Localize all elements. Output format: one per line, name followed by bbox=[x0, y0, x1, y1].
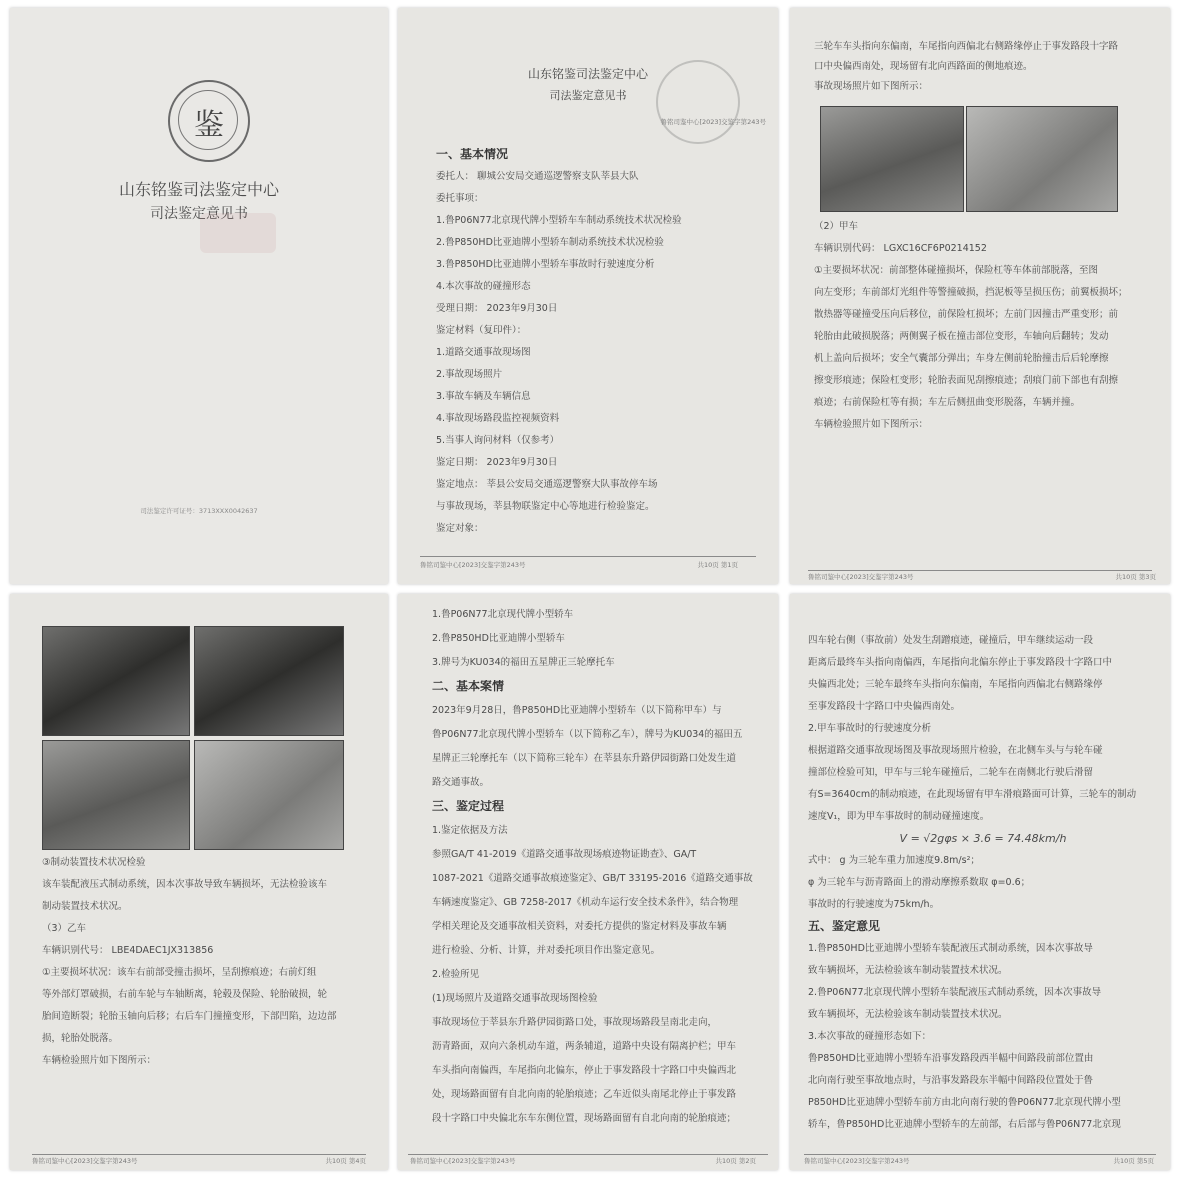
text-line: 轮胎由此破损脱落；两侧翼子板在撞击部位变形，车轴向后翻转；发动 bbox=[814, 331, 1109, 342]
document-page-cover bbox=[10, 8, 388, 584]
text-line: 车头指向南偏西，车尾指向北偏东，停止于事发路段十字路口中央偏西北 bbox=[432, 1065, 737, 1076]
vehicle-photo-4 bbox=[194, 740, 344, 850]
text-line: 擦变形痕迹；保险杠变形；轮胎表面见刮擦痕迹；刮痕门前下部也有刮擦 bbox=[814, 375, 1119, 386]
text-line: 鉴定地点： 莘县公安局交通巡逻警察大队事故停车场 bbox=[436, 479, 658, 490]
text-line: 2.事故现场照片 bbox=[436, 369, 503, 380]
text-line: 鲁P850HD比亚迪牌小型轿车沿事发路段西半幅中间路段前部位置由 bbox=[808, 1053, 1094, 1064]
text-line: 2.鲁P850HD比亚迪牌小型轿车 bbox=[432, 633, 565, 644]
text-line: 星牌正三轮摩托车（以下简称三轮车）在莘县东升路伊园街路口处发生道 bbox=[432, 753, 737, 764]
text-line: 车辆识别代码： LGXC16CF6P0214152 bbox=[814, 243, 987, 254]
footer-page-number: 共10页 第3页 bbox=[1115, 573, 1156, 581]
footer-page-number: 共10页 第2页 bbox=[715, 1157, 756, 1165]
text-line: 口中央偏西南处，现场留有北向西路面的侧地痕迹。 bbox=[814, 61, 1033, 72]
text-line: 鉴定对象： bbox=[436, 523, 484, 534]
text-line: 至事发路段十字路口中央偏西南处。 bbox=[808, 701, 961, 712]
text-line: 1.鲁P06N77北京现代牌小型轿车车制动系统技术状况检验 bbox=[436, 215, 682, 226]
text-line: 北向南行驶至事故地点时，与沿事发路段东半幅中间路段位置处于鲁 bbox=[808, 1075, 1094, 1086]
text-line: 车辆检验照片如下图所示： bbox=[42, 1055, 157, 1066]
footer-doc-number: 鲁铭司鉴中心[2023]交鉴字第243号 bbox=[804, 1157, 910, 1165]
text-line: 式中： g 为三轮车重力加速度9.8m/s²； bbox=[808, 855, 980, 866]
text-line: 距离后最终车头指向南偏西，车尾指向北偏东停止于事发路段十字路口中 bbox=[808, 657, 1113, 668]
text-line: 散热器等碰撞受压向后移位，前保险杠损坏；左前门因撞击严重变形；前 bbox=[814, 309, 1119, 320]
text-line: 学相关理论及交通事故相关资料，对委托方提供的鉴定材料及事故车辆 bbox=[432, 921, 727, 932]
text-line: 事故现场照片如下图所示： bbox=[814, 81, 929, 92]
text-line: ③制动装置技术状况检验 bbox=[42, 857, 146, 868]
section-heading: 二、基本案情 bbox=[432, 680, 505, 693]
text-line: 鉴定材料（复印件）： bbox=[436, 325, 527, 336]
text-line: 向左变形；车前部灯光组件等警撞破损，挡泥板等呈损压伤；前翼板损坏； bbox=[814, 287, 1128, 298]
accident-scene-photo-left bbox=[820, 106, 964, 212]
text-line: 速度V₁，即为甲车事故时的制动碰撞速度。 bbox=[808, 811, 990, 822]
footer-doc-number: 鲁铭司鉴中心[2023]交鉴字第243号 bbox=[808, 573, 914, 581]
document-page-3 bbox=[790, 8, 1170, 584]
section-heading: 一、基本情况 bbox=[436, 148, 509, 161]
text-line: 该车装配液压式制动系统，因本次事故导致车辆损坏，无法检验该车 bbox=[42, 879, 328, 890]
text-line: P850HD比亚迪牌小型轿车前方由北向南行驶的鲁P06N77北京现代牌小型 bbox=[808, 1097, 1121, 1108]
doc-number: 鲁铭司鉴中心[2023]交鉴字第243号 bbox=[660, 118, 766, 126]
text-line: （3）乙车 bbox=[42, 923, 87, 934]
text-line: ①主要损坏状况：该车右前部受撞击损坏，呈刮擦痕迹；右前灯组 bbox=[42, 967, 317, 978]
text-line: 损，轮胎处脱落。 bbox=[42, 1033, 119, 1044]
text-line: 5.当事人询问材料（仅参考） bbox=[436, 435, 560, 446]
text-line: 1.鲁P06N77北京现代牌小型轿车 bbox=[432, 609, 574, 620]
footer-page-number: 共10页 第4页 bbox=[325, 1157, 366, 1165]
seal-char: 鉴 bbox=[194, 108, 224, 143]
text-line: 轿车，鲁P850HD比亚迪牌小型轿车的左前部，右后部与鲁P06N77北京现 bbox=[808, 1119, 1121, 1130]
text-line: 段十字路口中央偏北东车东侧位置，现场路面留有自北向南的轮胎痕迹； bbox=[432, 1113, 737, 1124]
text-line: 制动装置技术状况。 bbox=[42, 901, 128, 912]
text-line: 三轮车车头指向东偏南，车尾指向西偏北右侧路缘停止于事发路段十字路 bbox=[814, 41, 1119, 52]
text-line: 3.牌号为KU034的福田五星牌正三轮摩托车 bbox=[432, 657, 615, 668]
document-page-4 bbox=[10, 594, 388, 1170]
footer-doc-number: 鲁铭司鉴中心[2023]交鉴字第243号 bbox=[410, 1157, 516, 1165]
text-line: 2.检验所见 bbox=[432, 969, 480, 980]
text-line: 4.事故现场路段监控视频资料 bbox=[436, 413, 560, 424]
text-line: 2.甲车事故时的行驶速度分析 bbox=[808, 723, 932, 734]
text-line: (1)现场照片及道路交通事故现场图检验 bbox=[432, 993, 598, 1004]
text-line: 路交通事故。 bbox=[432, 777, 490, 788]
text-line: 3.鲁P850HD比亚迪牌小型轿车事故时行驶速度分析 bbox=[436, 259, 655, 270]
text-line: 有S=3640cm的制动痕迹，在此现场留有甲车滑痕路面可计算，三轮车的制动 bbox=[808, 789, 1137, 800]
text-line: 鉴定日期： 2023年9月30日 bbox=[436, 457, 558, 468]
document-page-5 bbox=[398, 594, 778, 1170]
text-line: 2.鲁P850HD比亚迪牌小型轿车制动系统技术状况检验 bbox=[436, 237, 664, 248]
text-line: 车辆速度鉴定》、GB 7258-2017《机动车运行安全技术条件》，结合物理 bbox=[432, 897, 739, 908]
text-line: 沥青路面，双向六条机动车道，两条辅道，道路中央设有隔离护栏；甲车 bbox=[432, 1041, 737, 1052]
cover-license: 司法鉴定许可证号：3713XXX0042637 bbox=[140, 507, 258, 515]
text-line: 1.道路交通事故现场图 bbox=[436, 347, 531, 358]
text-line: 鲁P06N77北京现代牌小型轿车（以下简称乙车），牌号为KU034的福田五 bbox=[432, 729, 743, 740]
text-line: 根据道路交通事故现场图及事故现场照片检验，在北侧车头与与轮车碰 bbox=[808, 745, 1103, 756]
page-org-name: 山东铭鉴司法鉴定中心 bbox=[527, 67, 648, 81]
text-line: φ 为三轮车与沥青路面上的滑动摩擦系数取 φ=0.6； bbox=[808, 877, 1031, 888]
text-line: 事故时的行驶速度为75km/h。 bbox=[808, 899, 940, 910]
section-heading: 五、鉴定意见 bbox=[808, 920, 881, 933]
page-title: 司法鉴定意见书 bbox=[549, 89, 627, 102]
text-line: 胎间造断裂；轮胎玉轴向后移；右后车门撞撞变形，下部凹陷，边边部 bbox=[42, 1011, 337, 1022]
vehicle-photo-1 bbox=[42, 626, 190, 736]
text-line: 与事故现场，莘县物联鉴定中心等地进行检验鉴定。 bbox=[436, 501, 655, 512]
cover-title: 司法鉴定意见书 bbox=[150, 206, 248, 222]
stamp-circle bbox=[656, 60, 740, 144]
text-line: 受理日期： 2023年9月30日 bbox=[436, 303, 558, 314]
text-line: 致车辆损坏，无法检验该车制动装置技术状况。 bbox=[808, 1009, 1008, 1020]
text-line: （2）甲车 bbox=[814, 221, 859, 232]
text-line: 参照GA/T 41-2019《道路交通事故现场痕迹物证勘查》、GA/T bbox=[432, 849, 697, 860]
footer-page-number: 共10页 第1页 bbox=[697, 561, 738, 569]
text-line: ①主要损坏状况：前部整体碰撞损坏，保险杠等车体前部脱落，至图 bbox=[814, 265, 1099, 276]
text-line: 4.本次事故的碰撞形态 bbox=[436, 281, 531, 292]
text-line: 痕迹；右前保险杠等有损；车左后侧扭曲变形脱落，车辆并撞。 bbox=[814, 397, 1081, 408]
footer-doc-number: 鲁铭司鉴中心[2023]交鉴字第243号 bbox=[32, 1157, 138, 1165]
text-line: 委托人： 聊城公安局交通巡逻警察支队莘县大队 bbox=[436, 171, 639, 182]
text-line: 事故现场位于莘县东升路伊园街路口处，事故现场路段呈南北走向， bbox=[432, 1017, 718, 1028]
text-line: 1.鉴定依据及方法 bbox=[432, 825, 508, 836]
accident-scene-photo-right bbox=[966, 106, 1118, 212]
document-page-2 bbox=[398, 8, 778, 584]
text-line: 撞部位检验可知，甲车与三轮车碰撞后，二轮车在南侧北行驶后滑留 bbox=[808, 767, 1094, 778]
text-line: 委托事项： bbox=[436, 193, 484, 204]
vehicle-photo-3 bbox=[42, 740, 190, 850]
cover-org-name: 山东铭鉴司法鉴定中心 bbox=[118, 180, 279, 199]
text-line: 致车辆损坏，无法检验该车制动装置技术状况。 bbox=[808, 965, 1008, 976]
text-line: 机上盖向后损坏；安全气囊部分弹出；车身左侧前轮胎撞击后后轮摩擦 bbox=[814, 353, 1109, 364]
text-line: 央偏西北处；三轮车最终车头指向东偏南，车尾指向西偏北右侧路缘停 bbox=[808, 679, 1103, 690]
text-line: 处，现场路面留有自北向南的轮胎痕迹；乙车近似头南尾北停止于事发路 bbox=[432, 1089, 737, 1100]
text-line: 等外部灯罩破损，右前车轮与车轴断离，轮毂及保险、轮胎破损，轮 bbox=[42, 989, 328, 1000]
text-line: 3.本次事故的碰撞形态如下： bbox=[808, 1031, 932, 1042]
formula-line: V = √2gφs × 3.6 = 74.48km/h bbox=[899, 832, 1067, 845]
text-line: 1.鲁P850HD比亚迪牌小型轿车装配液压式制动系统，因本次事故导 bbox=[808, 943, 1093, 954]
text-line: 车辆识别代号： LBE4DAEC1JX313856 bbox=[42, 945, 214, 956]
section-heading: 三、鉴定过程 bbox=[432, 800, 505, 813]
text-line: 进行检验、分析、计算，并对委托项目作出鉴定意见。 bbox=[432, 945, 661, 956]
footer-doc-number: 鲁铭司鉴中心[2023]交鉴字第243号 bbox=[420, 561, 526, 569]
text-line: 2.鲁P06N77北京现代牌小型轿车装配液压式制动系统，因本次事故导 bbox=[808, 987, 1102, 998]
vehicle-photo-2 bbox=[194, 626, 344, 736]
text-line: 2023年9月28日，鲁P850HD比亚迪牌小型轿车（以下简称甲车）与 bbox=[432, 705, 722, 716]
document-page-6 bbox=[790, 594, 1170, 1170]
footer-page-number: 共10页 第5页 bbox=[1113, 1157, 1154, 1165]
text-line: 3.事故车辆及车辆信息 bbox=[436, 391, 531, 402]
text-line: 1087-2021《道路交通事故痕迹鉴定》、GB/T 33195-2016《道路交通事故 bbox=[432, 873, 753, 884]
text-line: 四车轮右侧（事故前）处发生刮蹭痕迹，碰撞后，甲车继续运动一段 bbox=[808, 635, 1094, 646]
seal-logo bbox=[168, 80, 250, 162]
red-seal-stamp bbox=[200, 213, 276, 253]
text-line: 车辆检验照片如下图所示： bbox=[814, 419, 929, 430]
